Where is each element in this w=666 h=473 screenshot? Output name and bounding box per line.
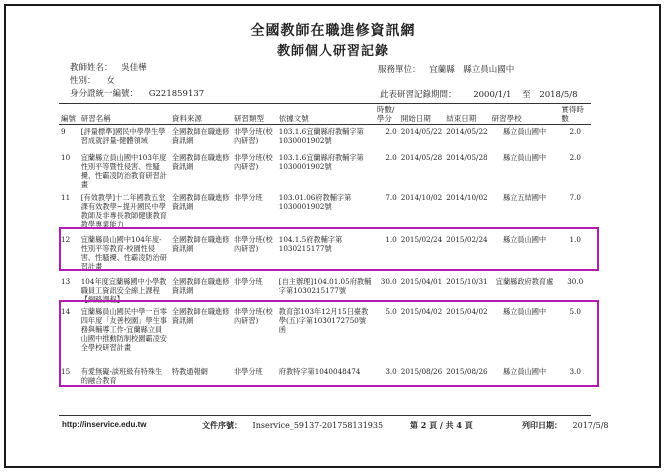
col-source: 資料來源 [170,104,232,125]
row-hours: 5.0 [385,306,397,316]
row-name: [有效教學]十二年國教五堂課有效教學~提升國民中學教師及非專長教師健康教育教學專業能力 [80,192,167,229]
footer-doc [202,420,383,431]
id-value: G221859137 [148,89,205,99]
table-row [59,151,591,191]
page-title: 全國教師在職進修資訊網 [250,23,416,39]
row-start: 2015/02/24 [400,234,443,244]
row-earned: 3.0 [569,366,581,376]
row-doc: 教育部103年12月15日臺教學(五)字第1030172750號函 [278,306,369,334]
row-start: 2014/05/28 [400,152,443,162]
row-hours: 30.0 [380,276,397,286]
row-type: 非學分班(校內研習) [233,234,273,253]
period-from: 2000/1/1 [473,90,512,100]
row-no: 14 [61,306,71,316]
id-row [70,87,204,99]
row-school: 縣立員山國中 [502,306,547,316]
row-hours: 7.0 [385,192,397,202]
unit-row [378,63,514,75]
row-doc: 103.1.6宜蘭縣府教輔字第1030001902號 [278,127,364,145]
row-doc: 104.1.5府教輔字第1030215177號 [278,234,343,253]
col-school: 研習學校 [490,104,560,125]
period-to-label: 至 [522,90,531,100]
row-school: 縣立員山國中 [502,127,547,136]
row-school: 縣立員山國中 [502,234,547,244]
row-no: 9 [61,127,66,136]
row-name: 104年度宜蘭縣國中小學教職員工資訊安全線上課程【網路課程】 [80,276,167,304]
col-no: 編號 [59,104,79,125]
row-name: 宜蘭縣員山國中104年度-性別平等教育-校園性侵害、性騷擾、性霸凌防治研習計畫 [80,234,167,271]
col-hours: 時數/學分 [375,104,399,125]
period-to: 2018/5/8 [539,90,578,100]
row-school: 宜蘭縣政府教育處 [495,276,554,286]
gender-label: 性別： [70,76,96,86]
row-school: 縣立員山國中 [502,152,547,162]
row-earned: 2.0 [569,127,581,136]
period-row [380,88,578,100]
row-no: 13 [61,276,71,286]
gender-value: 女 [106,76,115,86]
footer-doc-no: Inservice_59137-201758131935 [252,421,384,430]
period-label: 此表研習記錄期間： [380,90,457,100]
teacher-name-row [70,61,147,73]
id-label: 身分證統一編號： [70,89,139,99]
row-source: 全國教師在職進修資訊網 [171,234,230,253]
row-source: 全國教師在職進修資訊網 [171,192,230,211]
row-name: 宜蘭縣員山國民中學一百零四年度「友善校園」學生事務與輔導工作-宜蘭縣立員山國中推動防制校園霸凌安全學校研習計畫 [80,306,167,352]
row-end: 2014/10/02 [446,192,488,202]
row-doc: 府教特字第1040048474 [278,366,361,376]
col-end: 結束日期 [444,104,489,125]
row-source: 全國教師在職進修資訊網 [171,127,230,145]
row-earned: 5.0 [569,306,581,316]
teacher-name-label: 教師姓名： [70,63,113,73]
footer-divider [59,415,591,416]
page-subtitle: 教師個人研習記錄 [276,44,389,59]
row-no: 15 [61,366,71,376]
row-start: 2014/10/02 [400,192,443,202]
row-end: 2014/05/28 [446,152,488,162]
row-start: 2014/05/22 [400,127,443,136]
row-source: 特教通報網 [171,366,208,376]
row-hours: 2.0 [385,127,397,136]
footer-print-label: 列印日期： [522,420,562,430]
row-end: 2015/02/24 [446,234,488,244]
row-earned: 1.0 [569,234,581,244]
row-type: 非學分班(校內研習) [233,152,273,171]
footer-page: 第 2 頁 / 共 4 頁 [410,420,473,430]
teacher-name: 吳佳樺 [121,63,147,73]
gender-row [70,74,115,86]
table-row [59,125,591,151]
row-school: 縣立員山國中 [502,366,547,376]
row-hours: 2.0 [385,152,397,162]
row-source: 全國教師在職進修資訊網 [171,306,230,325]
row-hours: 3.0 [385,366,397,376]
row-school: 縣立五結國中 [502,192,547,202]
col-doc: 依據文號 [277,104,375,125]
row-no: 12 [61,234,71,244]
row-doc: 103.01.06府教輔字第1030001902號 [278,192,352,211]
col-earned: 實得時數 [559,104,591,125]
row-earned: 30.0 [567,276,584,286]
highlight-box-row-12 [59,227,599,271]
col-type: 研習類型 [232,104,277,125]
col-name: 研習名稱 [79,104,170,125]
row-name: 有愛無礙-談班級有特殊生的融合教育 [80,366,163,385]
row-source: 全國教師在職進修資訊網 [171,276,230,295]
highlight-box-rows-14-15 [59,300,599,387]
row-end: 2015/08/26 [446,366,488,376]
footer-doc-label: 文件序號： [202,420,242,430]
row-type: 非學分班 [233,192,263,202]
footer-print-date: 2017/5/8 [572,421,609,430]
footer-print [522,420,608,431]
row-doc: [自主辦理]104.01.05府教輔字第1030215177號 [278,276,372,295]
unit-value: 宜蘭縣 縣立員山國中 [429,65,515,75]
row-earned: 2.0 [569,152,581,162]
row-earned: 7.0 [569,192,581,202]
row-type: 非學分班(校內研習) [233,306,273,325]
row-start: 2015/08/26 [400,366,443,376]
row-end: 2015/10/31 [446,276,488,286]
row-name: 宜蘭縣立員山國中103年度性別平等暨性侵害、性騷擾、性霸凌防治教育研習計畫 [80,152,167,189]
row-doc: 103.1.6宜蘭縣府教輔字第1030001902號 [278,152,364,171]
row-start: 2015/04/02 [400,306,443,316]
col-start: 開始日期 [399,104,444,125]
table-header [59,104,591,125]
row-end: 2015/04/02 [446,306,488,316]
row-end: 2014/05/22 [446,127,488,136]
row-type: 非學分班 [233,366,263,376]
row-hours: 1.0 [385,234,397,244]
row-source: 全國教師在職進修資訊網 [171,152,230,171]
row-type: 非學分班(校內研習) [233,127,273,145]
row-name: [評量標準]國民中學學生學習成就評量-健體領域 [80,127,166,145]
row-no: 11 [61,192,71,202]
row-no: 10 [61,152,71,162]
footer-url: http://inservice.edu.tw [62,420,147,429]
row-type: 非學分班 [233,276,263,286]
row-start: 2015/04/01 [400,276,443,286]
unit-label: 服務單位： [378,65,421,75]
